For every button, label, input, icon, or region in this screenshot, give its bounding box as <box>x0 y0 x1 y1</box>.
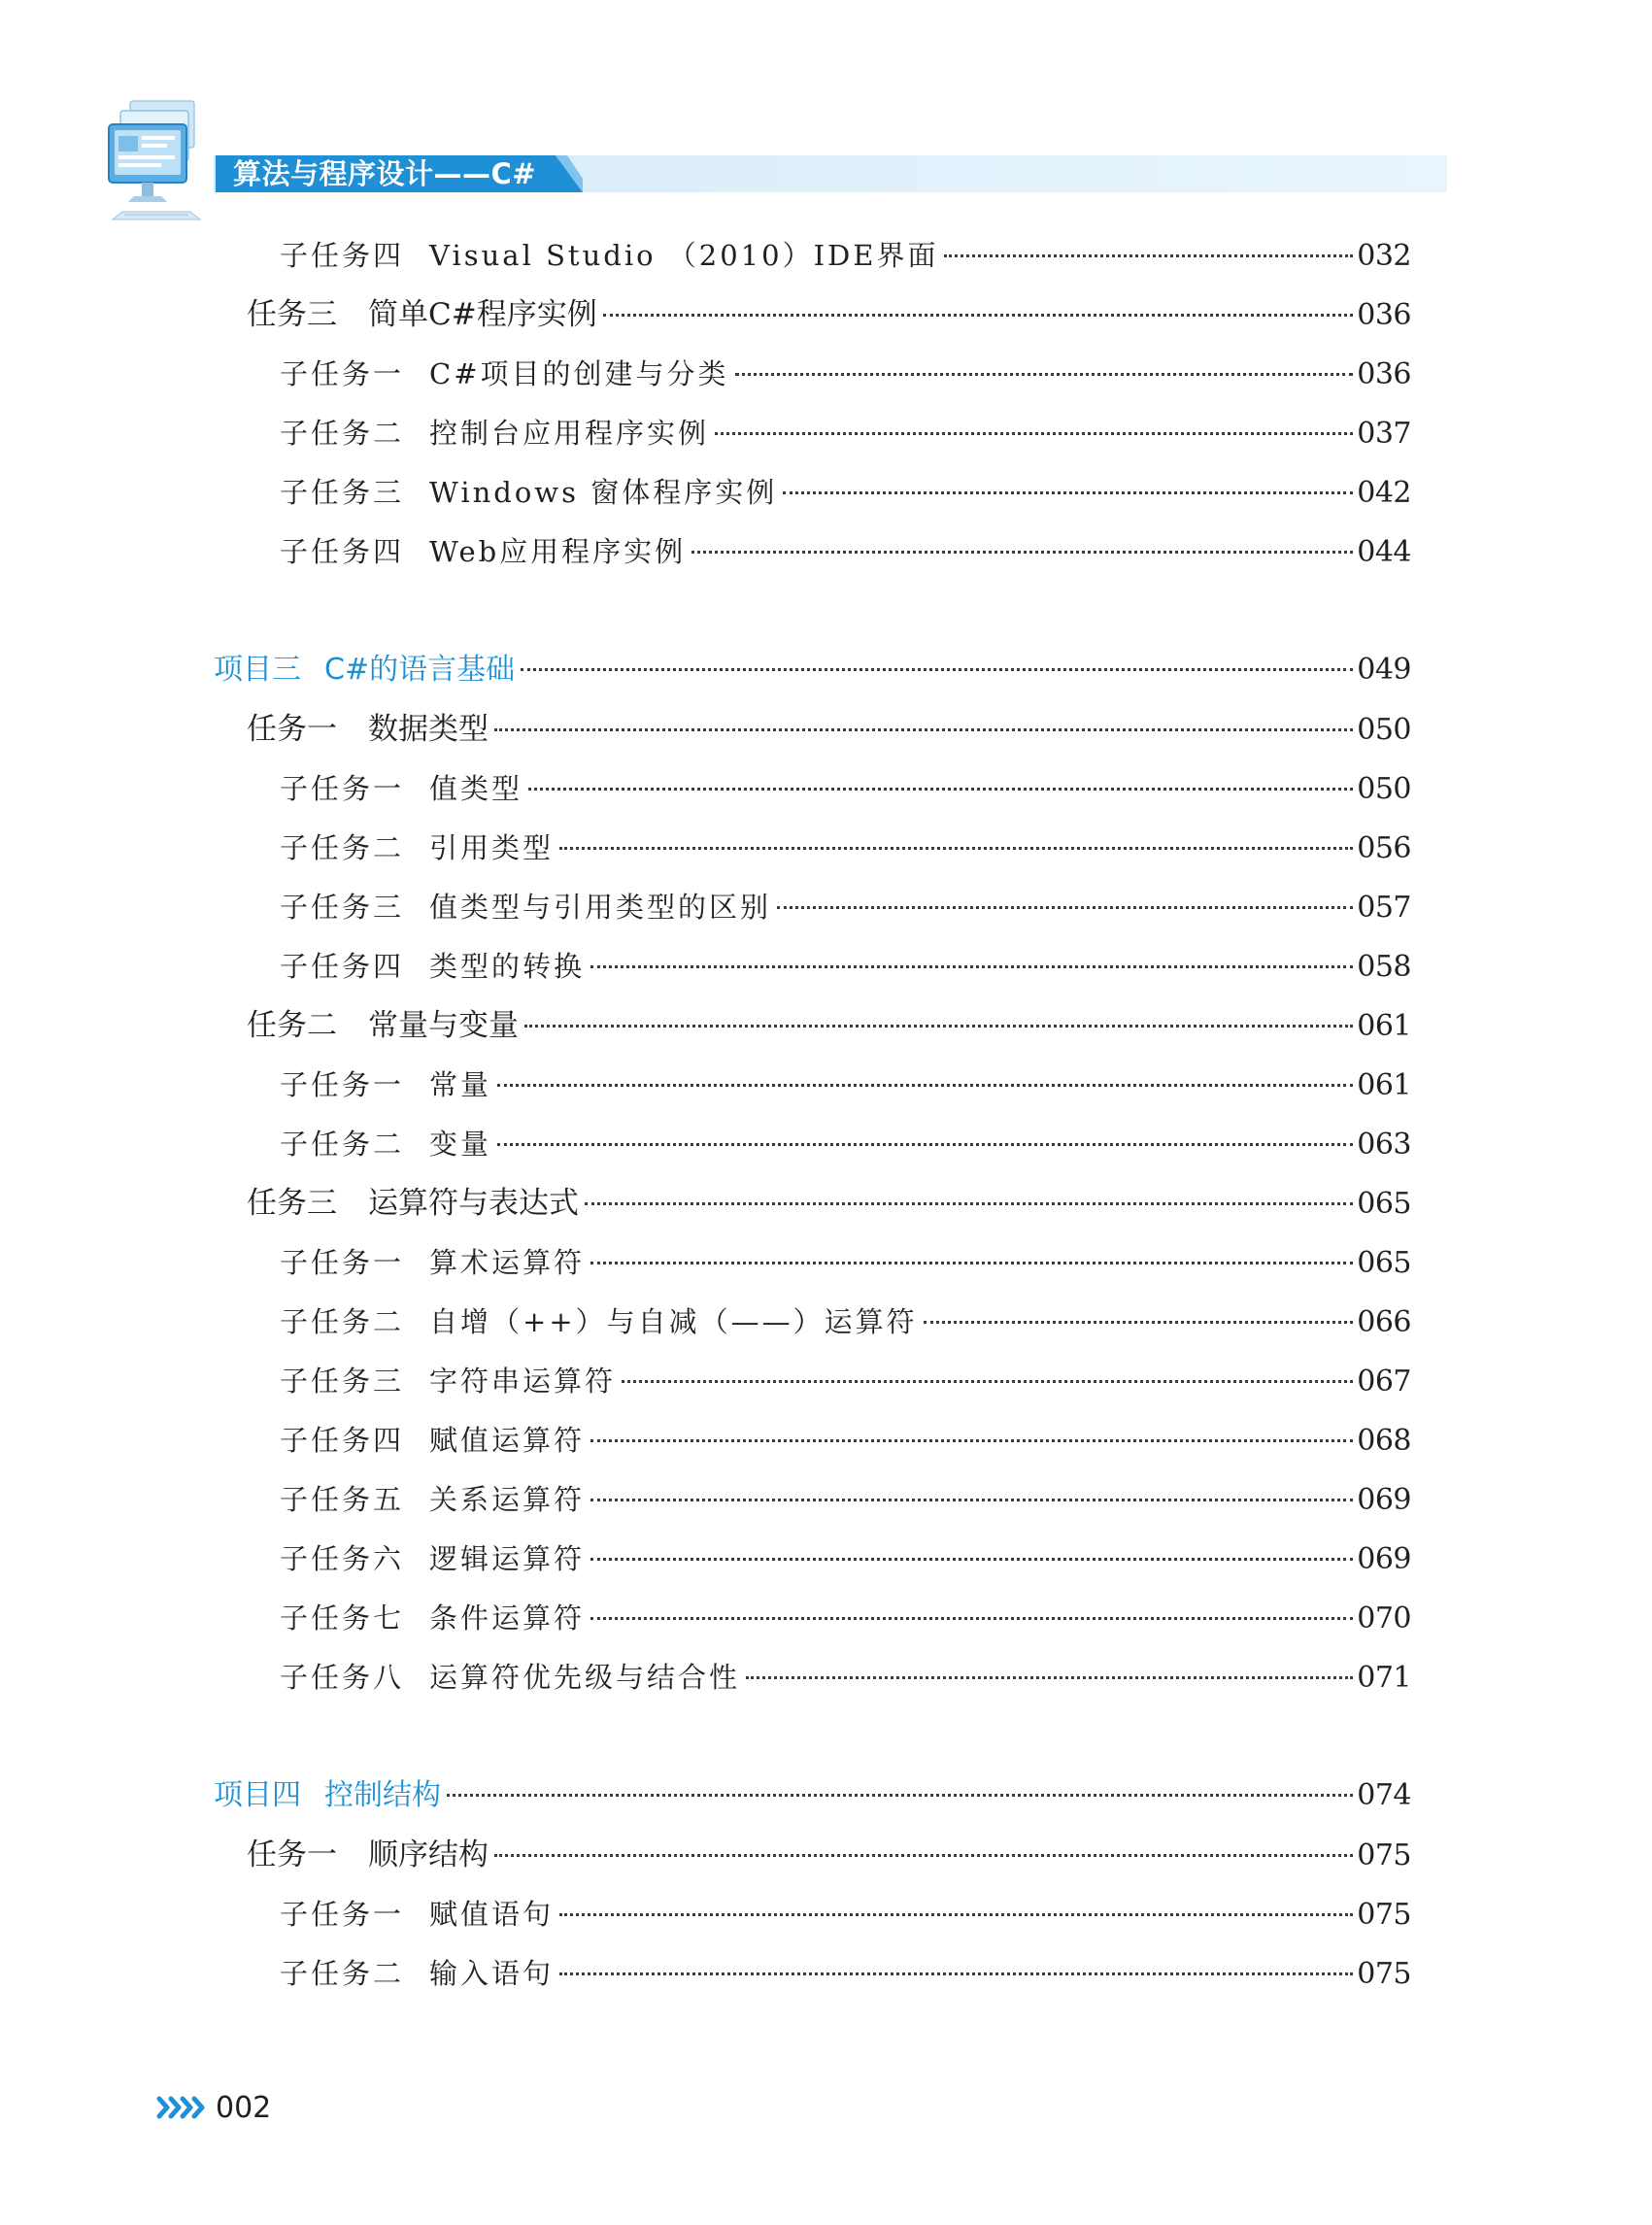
toc-entry-page: 036 <box>1357 298 1411 332</box>
toc-entry-page: 050 <box>1357 713 1411 747</box>
toc-leader-dots <box>622 1380 1353 1383</box>
toc-entry-page: 065 <box>1357 1246 1411 1280</box>
toc-entry[interactable] <box>280 1952 1411 1995</box>
toc-entry-title: 数据类型 <box>368 712 489 747</box>
toc-entry-number: 子任务四 <box>280 950 405 983</box>
toc-entry-page: 058 <box>1357 950 1411 984</box>
toc-leader-dots <box>590 965 1353 968</box>
toc-entry-number: 子任务二 <box>280 831 405 864</box>
toc-entry[interactable] <box>280 412 1411 455</box>
toc-entry-number: 项目四 <box>214 1778 301 1812</box>
book-title: 算法与程序设计——C# <box>233 157 537 190</box>
toc-entry[interactable] <box>280 886 1411 928</box>
toc-leader-dots <box>524 1025 1353 1028</box>
toc-leader-dots <box>521 668 1353 671</box>
toc-entry-page: 037 <box>1357 417 1411 451</box>
toc-entry-page: 042 <box>1357 476 1411 510</box>
toc-entry-title: 字符串运算符 <box>429 1365 617 1398</box>
toc-entry-number: 子任务二 <box>280 1128 405 1161</box>
toc-entry-title: 类型的转换 <box>429 950 586 983</box>
toc-entry-title: 自增（++）与自减（——）运算符 <box>429 1305 918 1338</box>
toc-entry[interactable] <box>280 1123 1411 1165</box>
toc-entry-page: 032 <box>1357 239 1411 273</box>
toc-entry[interactable] <box>280 1063 1411 1106</box>
toc-entry-title: 常量与变量 <box>368 1008 519 1043</box>
toc-entry-page: 071 <box>1357 1661 1411 1695</box>
toc-entry-number: 子任务二 <box>280 1957 405 1990</box>
page-number: 002 <box>216 2090 272 2125</box>
toc-entry-page: 068 <box>1357 1424 1411 1458</box>
toc-entry-number: 子任务一 <box>280 357 405 390</box>
toc-entry-title: C#项目的创建与分类 <box>429 357 729 390</box>
toc-leader-dots <box>590 1439 1353 1442</box>
toc-entry-number: 子任务三 <box>280 1365 405 1398</box>
toc-entry-title: 赋值运算符 <box>429 1424 586 1457</box>
toc-entry-number: 子任务八 <box>280 1661 405 1694</box>
toc-entry[interactable] <box>280 945 1411 988</box>
toc-entry[interactable] <box>247 293 1411 336</box>
toc-entry-number: 子任务六 <box>280 1542 405 1575</box>
toc-entry[interactable] <box>280 471 1411 514</box>
toc-leader-dots <box>715 432 1353 435</box>
toc-entry-title: Web应用程序实例 <box>429 535 687 568</box>
toc-entry-number: 任务一 <box>247 712 337 747</box>
toc-entry-number: 子任务七 <box>280 1601 405 1635</box>
toc-entry-title: C#的语言基础 <box>324 653 516 687</box>
toc-entry-title: 关系运算符 <box>429 1483 586 1516</box>
toc-entry-title: 常量 <box>429 1068 492 1101</box>
toc-entry-page: 069 <box>1357 1483 1411 1517</box>
toc-entry[interactable] <box>280 1360 1411 1402</box>
toc-entry-number: 子任务一 <box>280 1068 405 1101</box>
toc-entry-page: 065 <box>1357 1187 1411 1221</box>
toc-entry-page: 069 <box>1357 1542 1411 1576</box>
toc-entry-page: 049 <box>1357 653 1411 687</box>
toc-entry[interactable] <box>280 1241 1411 1284</box>
toc-entry-title: 变量 <box>429 1128 492 1161</box>
toc-leader-dots <box>590 1499 1353 1501</box>
toc-entry-title: 值类型 <box>429 772 523 805</box>
toc-leader-dots <box>497 1143 1353 1146</box>
toc-entry-page: 061 <box>1357 1009 1411 1043</box>
toc-entry-number: 任务二 <box>247 1008 337 1043</box>
toc-entry-page: 067 <box>1357 1365 1411 1399</box>
toc-project-heading[interactable] <box>214 649 1411 691</box>
toc-entry-number: 子任务四 <box>280 535 405 568</box>
toc-entry-page: 044 <box>1357 535 1411 569</box>
toc-entry-page: 070 <box>1357 1601 1411 1635</box>
toc-entry-number: 任务三 <box>247 297 337 332</box>
toc-leader-dots <box>447 1794 1353 1797</box>
toc-entry[interactable] <box>247 1834 1411 1876</box>
toc-entry-number: 子任务一 <box>280 1898 405 1931</box>
toc-entry[interactable] <box>280 767 1411 810</box>
toc-leader-dots <box>691 551 1353 554</box>
toc-entry-page: 036 <box>1357 357 1411 391</box>
toc-entry-number: 子任务三 <box>280 476 405 509</box>
toc-leader-dots <box>559 1972 1353 1975</box>
toc-leader-dots <box>944 254 1353 257</box>
toc-entry-page: 063 <box>1357 1128 1411 1162</box>
toc-entry-page: 075 <box>1357 1838 1411 1872</box>
toc-leader-dots <box>777 906 1353 909</box>
toc-entry-title: 运算符优先级与结合性 <box>429 1661 741 1694</box>
toc-leader-dots <box>735 373 1354 376</box>
toc-entry-page: 050 <box>1357 772 1411 806</box>
toc-entry[interactable] <box>280 1893 1411 1936</box>
toc-entry[interactable] <box>280 1300 1411 1343</box>
toc-entry-number: 子任务四 <box>280 1424 405 1457</box>
toc-entry[interactable] <box>280 1419 1411 1462</box>
toc-entry-title: 顺序结构 <box>368 1837 489 1872</box>
toc-entry-title: 条件运算符 <box>429 1601 586 1635</box>
toc-leader-dots <box>559 1913 1353 1916</box>
toc-entry-title: 逻辑运算符 <box>429 1542 586 1575</box>
toc-entry-number: 子任务五 <box>280 1483 405 1516</box>
toc-leader-dots <box>590 1617 1353 1620</box>
toc-entry-title: Visual Studio （2010）IDE界面 <box>429 239 939 272</box>
toc-entry-number: 任务三 <box>247 1186 337 1221</box>
toc-entry-title: Windows 窗体程序实例 <box>429 476 778 509</box>
toc-leader-dots <box>528 788 1353 791</box>
toc-entry-page: 075 <box>1357 1957 1411 1991</box>
toc-entry[interactable] <box>247 1182 1411 1225</box>
toc-leader-dots <box>494 728 1353 731</box>
toc-entry-title: 引用类型 <box>429 831 555 864</box>
toc-leader-dots <box>497 1084 1353 1087</box>
toc-entry-title: 运算符与表达式 <box>368 1186 579 1221</box>
toc-entry[interactable] <box>280 353 1411 395</box>
toc-entry-number: 子任务一 <box>280 772 405 805</box>
toc-leader-dots <box>746 1676 1353 1679</box>
toc-leader-dots <box>924 1321 1354 1324</box>
toc-entry[interactable] <box>280 1656 1411 1699</box>
toc-entry-title: 简单C#程序实例 <box>368 297 597 332</box>
toc-entry-page: 075 <box>1357 1898 1411 1932</box>
toc-entry-number: 子任务一 <box>280 1246 405 1279</box>
chevron-arrows-icon <box>155 2093 210 2122</box>
toc-entry-title: 控制结构 <box>324 1778 441 1812</box>
toc-entry-title: 输入语句 <box>429 1957 555 1990</box>
toc-project-heading[interactable] <box>214 1774 1411 1817</box>
toc-entry-number: 项目三 <box>214 653 301 687</box>
toc-entry[interactable] <box>280 1597 1411 1639</box>
toc-entry-title: 算术运算符 <box>429 1246 586 1279</box>
toc-leader-dots <box>603 314 1354 317</box>
toc-entry-number: 子任务二 <box>280 417 405 450</box>
toc-entry-number: 任务一 <box>247 1837 337 1872</box>
page-footer <box>155 2083 271 2132</box>
toc-entry-number: 子任务四 <box>280 239 405 272</box>
toc-leader-dots <box>783 491 1353 494</box>
toc-entry-page: 066 <box>1357 1305 1411 1339</box>
toc-leader-dots <box>590 1262 1353 1264</box>
toc-entry[interactable] <box>247 1004 1411 1047</box>
toc-entry-page: 074 <box>1357 1778 1411 1812</box>
toc-entry-page: 057 <box>1357 891 1411 925</box>
toc-entry-title: 赋值语句 <box>429 1898 555 1931</box>
toc-leader-dots <box>590 1558 1353 1561</box>
toc-entry[interactable] <box>280 1478 1411 1521</box>
toc-leader-dots <box>494 1854 1353 1857</box>
toc-entry-number: 子任务三 <box>280 891 405 924</box>
toc-entry[interactable] <box>247 708 1411 751</box>
toc-entry-page: 061 <box>1357 1068 1411 1102</box>
toc-entry[interactable] <box>280 826 1411 869</box>
toc-entry-title: 值类型与引用类型的区别 <box>429 891 772 924</box>
toc-entry[interactable] <box>280 234 1411 277</box>
toc-leader-dots <box>585 1202 1353 1205</box>
toc-entry-number: 子任务二 <box>280 1305 405 1338</box>
toc-entry[interactable] <box>280 530 1411 573</box>
toc-entry[interactable] <box>280 1537 1411 1580</box>
toc-entry-title: 控制台应用程序实例 <box>429 417 710 450</box>
toc-leader-dots <box>559 847 1353 850</box>
toc-entry-page: 056 <box>1357 831 1411 865</box>
